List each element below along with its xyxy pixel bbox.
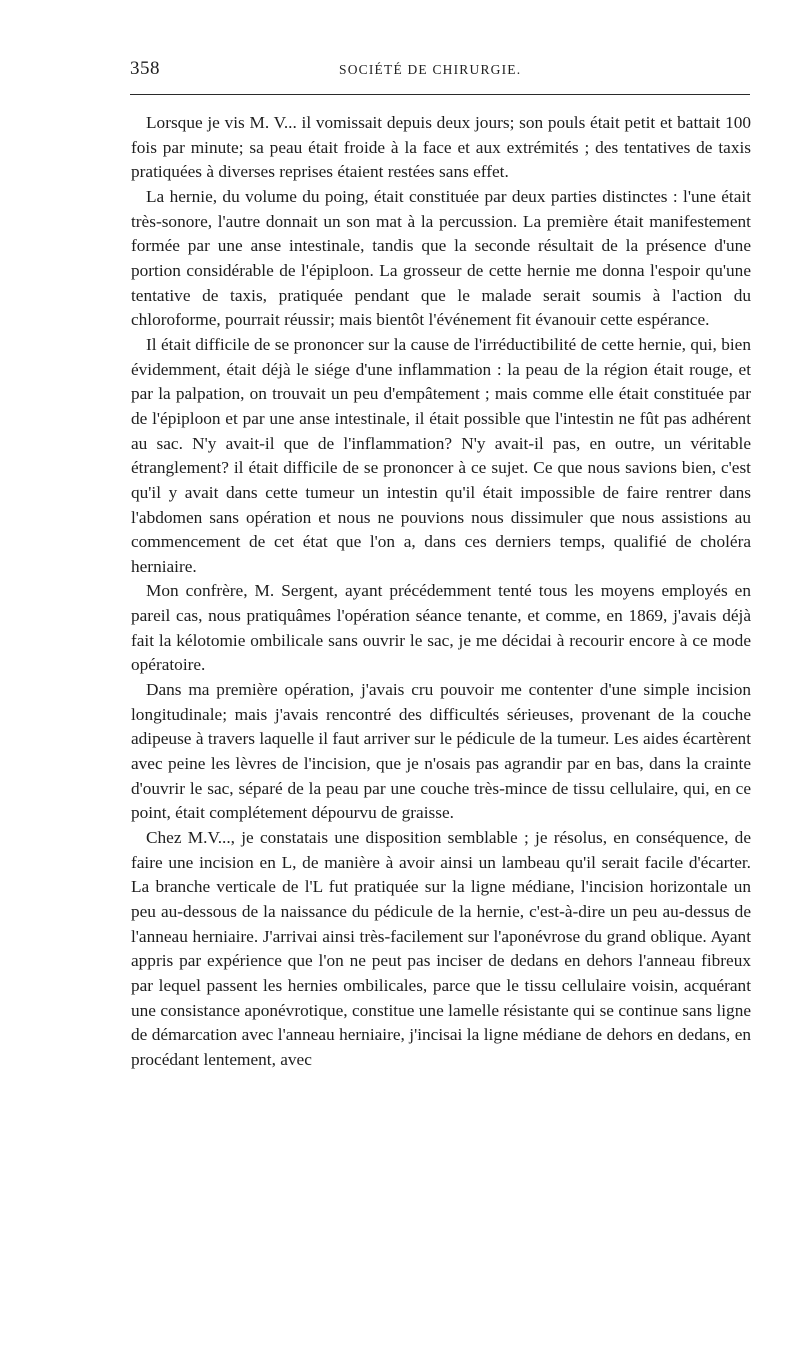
paragraph: Lorsque je vis M. V... il vomissait depuis deux jours; son pouls était petit et battait 100 fois par minute; sa peau était froide à la face et aux extrémités ; des tentatives de taxis pratiquées à diverses reprises étaient restées sans effet. [131, 113, 751, 182]
paragraph: Chez M.V..., je constatais une disposition semblable ; je résolus, en conséquence, de faire une incision en L, de manière à avoir ainsi un lambeau qu'il serait facile d'écarter. La branche verticale de l'L fut pratiquée sur la ligne médiane, l'incision horizontale un peu au-dessous de la naissance du pédicule de la hernie, c'est-à-dire un peu au-dessus de l'anneau herniaire. J'arrivai ainsi très-facilement sur l'aponévrose du grand oblique. Ayant appris par expérience que l'on ne peut pas inciser de dedans en dehors l'anneau fibreux par lequel passent les hernies ombilicales, parce que le tissu cellulaire voisin, acquérant une consistance aponévrotique, constitue une lamelle résistante qui se continue sans ligne de démarcation avec l'anneau herniaire, j'incisai la ligne médiane de dehors en dedans, en procédant lentement, avec [131, 828, 751, 1069]
header-rule [130, 94, 750, 95]
body-text [131, 111, 751, 1073]
paragraph: La hernie, du volume du poing, était constituée par deux parties distinctes : l'une était très-sonore, l'autre donnait un son mat à la percussion. La première était manifestement formée par une anse intestinale, tandis que la seconde résultait de la présence d'une portion considérable de l'épiploon. La grosseur de cette hernie me donna l'espoir qu'une tentative de taxis, pratiquée pendant que le malade serait soumis à l'action du chloroforme, pourrait réussir; mais bientôt l'événement fit évanouir cette espérance. [131, 186, 751, 330]
paragraph: Il était difficile de se prononcer sur la cause de l'irréductibilité de cette hernie, qui, bien évidemment, était déjà le siége d'une inflammation : la peau de la région était rouge, et par la palpation, on trouvait un peu d'empâtement ; mais comme elle était constituée par de l'épiploon et par une anse intestinale, il était possible que l'intestin ne fût pas adhérent au sac. N'y avait-il que de l'inflammation? N'y avait-il pas, en outre, un véritable étranglement? il était difficile de se prononcer à ce sujet. Ce que nous savions bien, c'est qu'il y avait dans cette tumeur un intestin qu'il était impossible de faire rentrer dans l'abdomen sans opération et nous ne pouvions nous dissimuler que nous assistions au commencement de cet état que l'on a, dans ces derniers temps, qualifié de choléra herniaire. [131, 334, 751, 576]
running-title: SOCIÉTÉ DE CHIRURGIE. [339, 62, 522, 77]
paragraph: Mon confrère, M. Sergent, ayant précédemment tenté tous les moyens employés en pareil cas, nous pratiquâmes l'opération séance tenante, et comme, en 1869, j'avais déjà fait la kélotomie ombilicale sans ouvrir le sac, je me décidai à recourir encore à ce mode opératoire. [131, 581, 751, 675]
paragraph: Dans ma première opération, j'avais cru pouvoir me contenter d'une simple incision longitudinale; mais j'avais rencontré des difficultés sérieuses, provenant de la couche adipeuse à travers laquelle il faut arriver sur le pédicule de la tumeur. Les aides écartèrent avec peine les lèvres de l'incision, que je n'osais pas agrandir par en bas, dans la crainte d'ouvrir le sac, séparé de la peau par une couche très-mince de tissu cellulaire, qui, en ce point, était complétement dépourvu de graisse. [131, 680, 751, 823]
page-number: 358 [130, 58, 160, 79]
